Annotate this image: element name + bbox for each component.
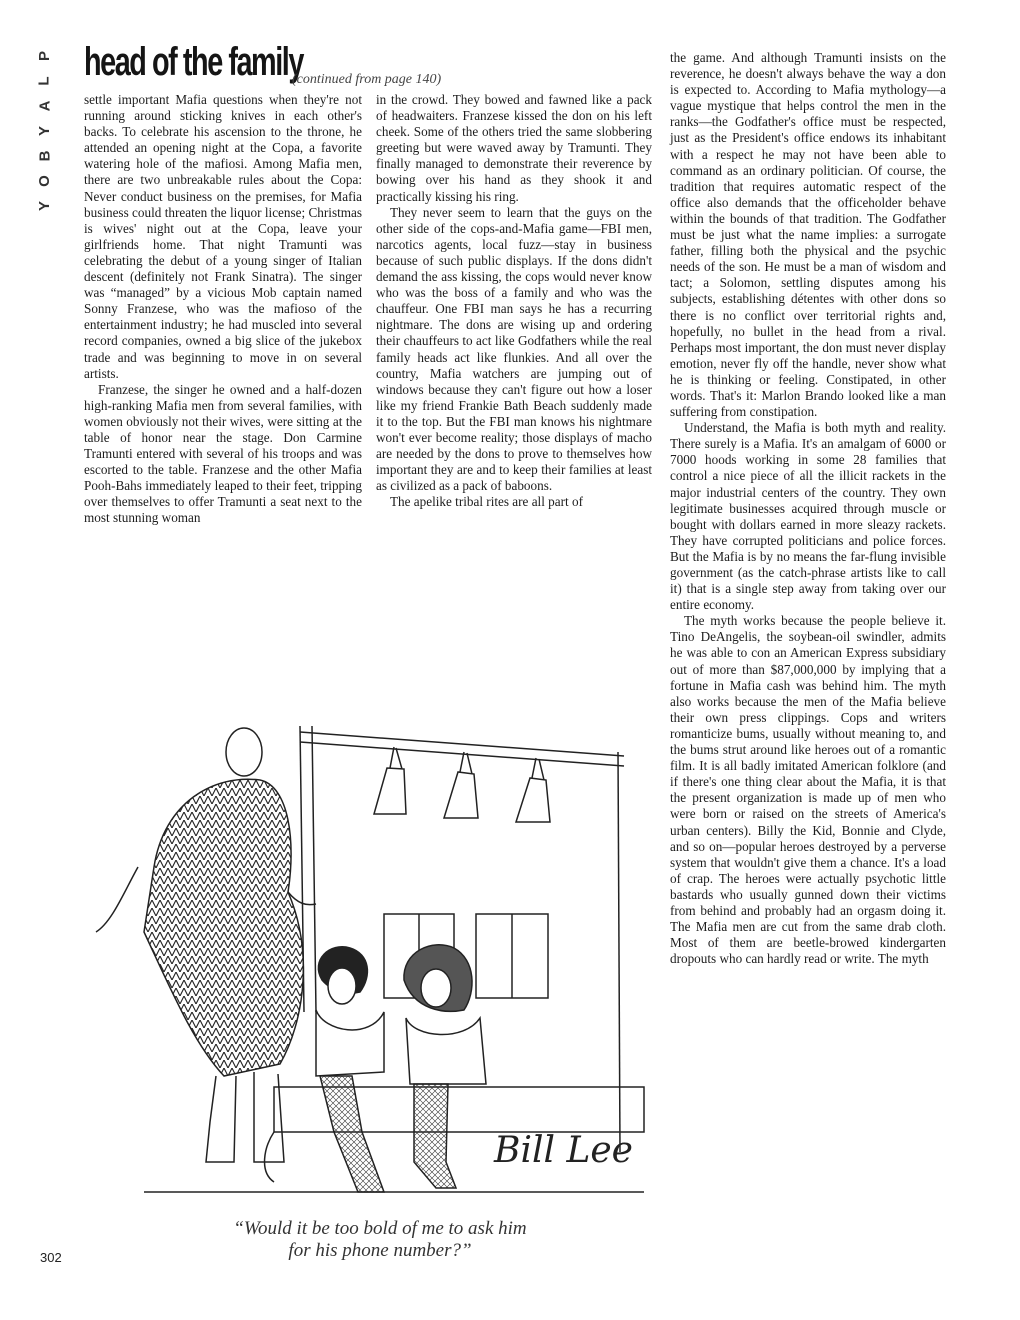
flasher-head [226, 728, 262, 776]
continued-note: (continued from page 140) [292, 72, 442, 87]
paragraph: The myth works because the people believe it. Tino DeAngelis, the soybean-oil swindler, admits he was able to con an American Express subsidiary out of more than $87,000,000 by implying that a fortune in Mafia cash was behind him. The myth also works because the men of the Mafia believe their own press clippings. Cops and writers romanticize bums, usually without meaning to, and the bums strut around like heroes out of a romantic film. It is all badly imitated American folklore (and if there's one thing clear about the Mafia, it is that the present organization is made up of men who were born or raised on the streets of America's urban centers). Billy the Kid, Bonnie and Clyde, and so on—popular heroes destroyed by a perverse system that wouldn't give them a chance. It's a load of crap. The heroes were actually psychotic little bastards who usually gunned down their victims from behind and probably had an orgasm doing it. The Mafia men are cut from the same drab cloth. Most of them are beetle-browed kindergarten dropouts who can hardly read or write. The myth [670, 613, 946, 967]
text-column-3 [670, 50, 946, 967]
paragraph: Franzese, the singer he owned and a half-dozen high-ranking Mafia men from several families, with women obviously not their wives, were sitting at the table of honor near the stage. Don Carmine Tramunti entered with several of his troops and was escorted to the table. Franzese and the other Mafia Pooh-Bahs immediately leaped to their feet, tripping over themselves to offer Tramunti a seat next to the most stunning woman [84, 381, 362, 526]
article-headline: head of the family [84, 40, 303, 84]
handrail-bar [300, 732, 624, 756]
sidebar-letter: B [36, 150, 53, 162]
paragraph: settle important Mafia questions when they're not running around sticking knives in each other's backs. To celebrate his ascension to the throne, he attended an opening night at the Copa, a favorite watering hole of the mafiosi. Among Mafia men, there are two unbreakable rules about the Copa: Never conduct business on the premises, for Mafia business could threaten the liquor license; Christmas is wives' night out at the Copa, leave your girlfriends home. That night Tramunti was celebrating the debut of a young singer of Italian descent (definitely not Frank Sinatra). The singer was “managed” by a vicious Mob captain named Sonny Franzese, who was the mafioso of the entertainment industry; he had muscled into several record companies, owned a big slice of the jukebox trade and was beginning to move in on several artists. [84, 92, 362, 381]
page-number: 302 [40, 1250, 62, 1265]
paragraph: in the crowd. They bowed and fawned like a pack of headwaiters. Franzese kissed the don on his left cheek. Some of the others tried the same slobbering greeting but were waved away by Tramunti. They finally managed to demonstrate their reverence by bowing over his hand as they shook it and practically kissing his ring. [376, 92, 652, 204]
text-column-2 [376, 92, 652, 510]
sidebar-letter: A [36, 100, 53, 112]
paragraph: the game. And although Tramunti insists on the reverence, he doesn't always behave the way a don is expected to. According to Mafia mythology—a vague mystique that helps control the men in the ranks—the Godfather's office must be respected, just as the President's office endows its inhabitant with a respect he may not have been able to command as an ordinary politician. Of course, the tradition that requires automatic respect of the office also demands that the officeholder behave within the bounds of that tradition. The Godfather must be just what the name implies: a surrogate father, filling both the physical and the psychic needs of the son. He must be a man of wisdom and tact; a Solomon, settling disputes among his subjects, establishing détentes with other dons so there is no conflict over territorial rights and, hopefully, no bullet in the head from a rival. Perhaps most important, the don must never display emotion, never fly off the handle, never show what he is thinking or feeling. Constipated, in other words. That's it: Marlon Brando looked like a man suffering from constipation. [670, 50, 946, 420]
sidebar-letter: Y [35, 125, 53, 137]
flasher-coat [144, 779, 303, 1076]
strap-3 [516, 758, 550, 822]
woman-1-body [316, 1010, 384, 1076]
sidebar-letter: Y [35, 200, 53, 212]
woman-2-body [406, 1018, 486, 1084]
sidebar-letter: P [35, 50, 53, 62]
cartoon-caption [120, 1218, 640, 1262]
paragraph: Understand, the Mafia is both myth and reality. There surely is a Mafia. It's an amalgam of 6000 or 7000 hoods working in some 28 families that control a nice piece of all the illicit rackets in the major industrial centers of the country. They own legitimate businesses acquired through muscle or bought with dollars earned in more sleazy rackets. They have corrupted politicians and police forces. But the Mafia is by no means the far-flung invisible government (as the catch-phrase artists like to call it) that is a single step away from taking over our entire economy. [670, 420, 946, 613]
sidebar-letter: O [35, 175, 53, 187]
caption-line-1: “Would it be too bold of me to ask him [233, 1218, 527, 1239]
cartoon-illustration [84, 692, 652, 1232]
strap-2 [444, 752, 478, 818]
paragraph: The apelike tribal rites are all part of [390, 494, 583, 510]
paragraph: They never seem to learn that the guys on the other side of the cops-and-Mafia game—FBI men, narcotics agents, local fuzz—stay in business because of such public displays. If the dons didn't demand the ass kissing, the cops would never know who was the boss of a family and who was the chauffeur. One FBI man says he has a recurring nightmare. The dons are wising up and ordering their chauffeurs to act like Godfathers while the real family heads act like flunkies. And all over the country, Mafia watchers are jumping out of windows because they can't figure out how a loser like my friend Frankie Bath Beach suddenly made it to the top. But the FBI man knows his nightmare won't ever become reality; those displays of macho are needed by the dons to prove to themselves how important they are and to keep their families at least as civilized as a pack of baboons. [376, 204, 652, 494]
text-column-1 [84, 92, 362, 527]
magazine-sidebar-label [30, 48, 60, 214]
woman-2-legs [414, 1084, 456, 1188]
flasher-boot-right [254, 1072, 284, 1162]
sidebar-letter: L [35, 76, 53, 86]
strap-1 [374, 747, 406, 814]
caption-line-2: for his phone number?” [288, 1240, 472, 1261]
woman-1-legs [320, 1076, 384, 1192]
artist-signature: Bill Lee [494, 1130, 633, 1171]
flasher-boot-left [206, 1076, 236, 1162]
